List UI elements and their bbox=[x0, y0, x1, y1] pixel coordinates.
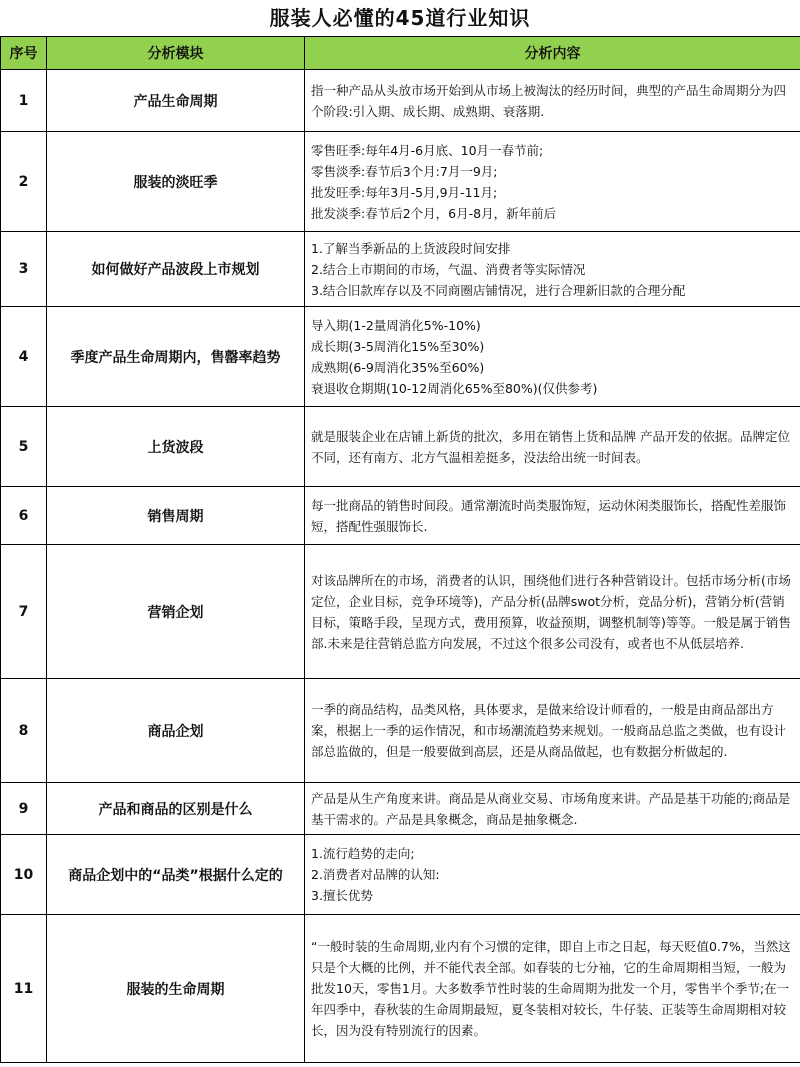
row-module: 产品生命周期 bbox=[47, 70, 305, 132]
row-index: 9 bbox=[1, 783, 47, 835]
row-module: 商品企划 bbox=[47, 679, 305, 783]
row-module: 销售周期 bbox=[47, 487, 305, 545]
row-content bbox=[305, 232, 800, 307]
row-content bbox=[305, 487, 800, 545]
table-row bbox=[1, 783, 800, 835]
header-content: 分析内容 bbox=[305, 37, 800, 70]
row-module: 季度产品生命周期内，售罄率趋势 bbox=[47, 307, 305, 407]
content-text: 产品是从生产角度来讲。商品是从商业交易、市场角度来讲。产品是基干功能的;商品是基干需求的。产品是具象概念，商品是抽象概念. bbox=[311, 790, 791, 827]
row-index: 4 bbox=[1, 307, 47, 407]
content-line: 3.结合旧款库存以及不同商圈店铺情况，进行合理新旧款的合理分配 bbox=[311, 282, 686, 298]
row-module: 服装的生命周期 bbox=[47, 915, 305, 1063]
row-module: 服装的淡旺季 bbox=[47, 132, 305, 232]
content-text: 对该品牌所在的市场，消费者的认识，围绕他们进行各种营销设计。包括市场分析(市场定位，企业目标，竞争环境等)，产品分析(品牌swot分析，竞品分析)，营销分析(营销目标，策略手段，呈现方式，费用预算，收益预期，调整机制等)等等。一般是属于销售部.未来是往营销总监方向发展，不过这个很多公司没有，或者也不从低层培养. bbox=[311, 572, 791, 651]
content-line: 零售旺季:每年4月-6月底、10月一春节前; bbox=[311, 142, 544, 158]
content-text: 一季的商品结构，品类风格，具体要求，是做来给设计师看的，一般是由商品部出方案，根据上一季的运作情况，和市场潮流趋势来规划。一般商品总监之类做，也有设计部总监做的，但是一般要做到高层，还是从商品做起，也有数据分析做起的. bbox=[311, 702, 787, 759]
header-module: 分析模块 bbox=[47, 37, 305, 70]
row-content bbox=[305, 545, 800, 679]
row-content bbox=[305, 915, 800, 1063]
row-index: 7 bbox=[1, 545, 47, 679]
row-index: 6 bbox=[1, 487, 47, 545]
content-text: “一般时装的生命周期,业内有个习惯的定律，即自上市之日起，每天贬值0.7%，当然这只是个大概的比例，并不能代表全部。如春装的七分袖，它的生命周期相当短，一般为批发10天，零售1月。大多数季节性时装的生命周期为批发一个月，零售半个季节;在一年四季中，春秋装的生命周期最短，夏冬装相对较长，牛仔装、正装等生命周期相对较长，因为没有特别流行的因素。 bbox=[311, 939, 791, 1038]
table-row bbox=[1, 679, 800, 783]
content-line: 2.结合上市期间的市场，气温、消费者等实际情况 bbox=[311, 261, 586, 277]
content-line: 批发旺季:每年3月-5月,9月-11月; bbox=[311, 184, 498, 200]
knowledge-table bbox=[0, 36, 800, 1063]
table-row bbox=[1, 70, 800, 132]
content-line: 2.消费者对品牌的认知: bbox=[311, 867, 440, 882]
table-row bbox=[1, 132, 800, 232]
table-row bbox=[1, 407, 800, 487]
table-row bbox=[1, 307, 800, 407]
table-row bbox=[1, 545, 800, 679]
content-text: 每一批商品的销售时间段。通常潮流时尚类服饰短，运动休闲类服饰长，搭配性差服饰短，搭配性强服饰长. bbox=[311, 497, 787, 534]
content-line: 零售淡季:春节后3个月:7月一9月; bbox=[311, 163, 498, 179]
row-content bbox=[305, 783, 800, 835]
row-index: 2 bbox=[1, 132, 47, 232]
row-index: 10 bbox=[1, 835, 47, 915]
content-line: 衰退收仓期期(10-12周消化65%至80%)(仅供参考) bbox=[311, 380, 598, 396]
row-module: 产品和商品的区别是什么 bbox=[47, 783, 305, 835]
content-text: 就是服装企业在店铺上新货的批次，多用在销售上货和品牌 产品开发的依据。品牌定位不同，还有南方、北方气温相差挺多，没法给出统一时间表。 bbox=[311, 428, 790, 465]
content-line: 成熟期(6-9周消化35%至60%) bbox=[311, 359, 485, 375]
row-module: 上货波段 bbox=[47, 407, 305, 487]
row-module: 商品企划中的“品类”根据什么定的 bbox=[47, 835, 305, 915]
row-module: 如何做好产品波段上市规划 bbox=[47, 232, 305, 307]
content-line: 3.擅长优势 bbox=[311, 888, 373, 903]
content-line: 批发淡季:春节后2个月，6月-8月，新年前后 bbox=[311, 205, 557, 221]
row-index: 11 bbox=[1, 915, 47, 1063]
row-content bbox=[305, 407, 800, 487]
row-index: 5 bbox=[1, 407, 47, 487]
row-index: 3 bbox=[1, 232, 47, 307]
content-line: 导入期(1-2量周消化5%-10%) bbox=[311, 317, 481, 333]
row-index: 1 bbox=[1, 70, 47, 132]
row-index: 8 bbox=[1, 679, 47, 783]
table-header-row bbox=[1, 37, 800, 70]
table-row bbox=[1, 915, 800, 1063]
row-content bbox=[305, 679, 800, 783]
content-line: 1.了解当季新品的上货波段时间安排 bbox=[311, 240, 511, 256]
content-line: 成长期(3-5周消化15%至30%) bbox=[311, 338, 485, 354]
table-row bbox=[1, 232, 800, 307]
row-content bbox=[305, 70, 800, 132]
table-row bbox=[1, 487, 800, 545]
row-content bbox=[305, 132, 800, 232]
row-content bbox=[305, 835, 800, 915]
content-text: 指一种产品从头放市场开始到从市场上被淘汰的经历时间，典型的产品生命周期分为四个阶段:引入期、成长期、成熟期、衰落期. bbox=[311, 82, 787, 119]
table-row bbox=[1, 835, 800, 915]
page-title: 服装人必懂的45道行业知识 bbox=[269, 6, 531, 30]
content-line: 1.流行趋势的走向; bbox=[311, 846, 415, 861]
row-module: 营销企划 bbox=[47, 545, 305, 679]
row-content bbox=[305, 307, 800, 407]
header-index: 序号 bbox=[1, 37, 47, 70]
